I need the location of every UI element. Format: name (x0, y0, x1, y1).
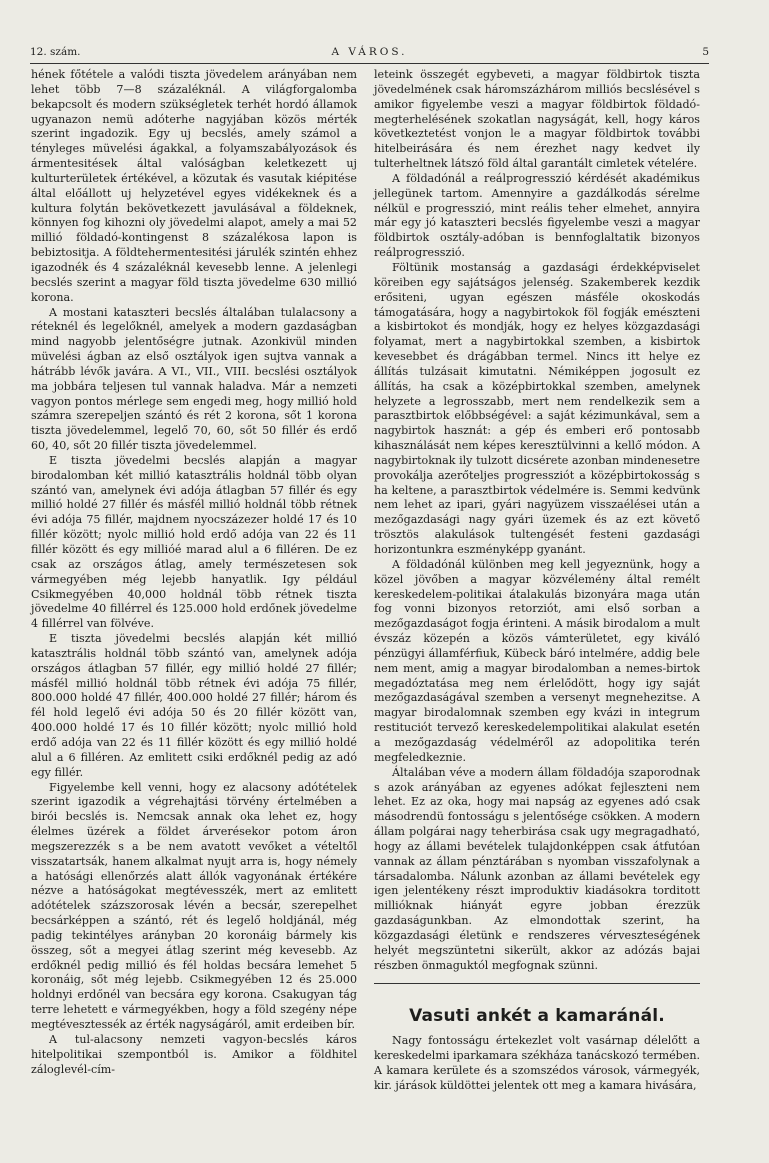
paragraph: hének főtétele a valódi tiszta jövedelem arányában nem lehet több 7—8 százaléknál. A világforgalomba bekapcsolt és modern szükségletek terhét hordó államok ugyanazon nemü adóterhe nagyjában közös mérték szerint ingadozik. Egy uj becslés, amely számol a tényleges müvelési ágakkal, a folyamszabályozások és ármentesitések által valóságban keletkezett uj kulturterületek értékével, a közutak és vasutak kiépitése által előállott uj helyzetével egyes vidékeknek és a kultura folytán bekövetkezett javulásával a földeknek, könnyen fog kihozni oly jövedelmi alapot, amely a mai 52 millió földadó-kontingenst 8 százalékosa lapon is bebiztositja. A földtehermentesitési járulék szintén ehhez igazodnék és 4 százaléknál kevesebb lenne. A jelenlegi becslés szerint a magyar föld tiszta jövedelme 630 millió korona. (31, 68, 357, 304)
section-divider (374, 983, 700, 984)
paragraph: A tul-alacsony nemzeti vagyon-becslés káros hitelpolitikai szempontból is. Amikor a földhitel záloglevél-cím- (31, 1032, 357, 1076)
header-rule (30, 63, 709, 64)
left-column (31, 68, 357, 1077)
paragraph: Föltünik mostanság a gazdasági érdekképviselet köreiben egy sajátságos jelenség. Szakemberek kezdik erősiteni, ugyan egészen másféle okoskodás támogatására, hogy a nagybirtokok föl fogják emészteni a kisbirtokot és mondják, hogy ez helyes közgazdasági folyamat, mert a nagybirtokkal szemben, a kisbirtok kevesebbet és drágábban termel. Nincs itt helye ez állítás tulzásait kimutatni. Némiképpen jogosult ez állítás, ha csak a középbirtokkal szemben, amelynek helyzete a legrosszabb, mert nem rendelkezik sem a parasztbirtok előbbségével: a saját kézimunkával, sem a nagybirtok hasznát: a gép és emberi erő pontosabb kihasználását nem képes keresztülvinni a kellő módon. A nagybirtoknak ily tulzott dicsérete azonban mindenesetre provokálja azerőteljes progressziót a középbirtokosság s ha keltene, a parasztbirtok védelmére is. Semmi kedvünk nem lehet az ipari, gyári nagyüzem visszaélései után a mezőgazdasági nagy gyári üzemek és az ezt követő trösztös alakulások tultengését festeni gazdasági horizontunkra eszményképp gyanánt. (374, 260, 700, 556)
right-column (374, 68, 700, 1094)
newspaper-title: A VÁROS. (331, 46, 408, 58)
paragraph: Nagy fontosságu értekezlet volt vasárnap délelőtt a kereskedelmi iparkamara székháza tanácskozó termében. A kamara kerülete és a szomszédos városok, vármegyék, kir. járások küldöttei jelentek ott meg a kamara hivására, (374, 1034, 700, 1092)
paragraph: A földadónál különben meg kell jegyeznünk, hogy a közel jövőben a magyar közvélemény által remélt kereskedelem-politikai átalakulás bizonyára maga után fog vonni bizonyos retorziót, ami első sorban a mezőgazdaságot fogja érinteni. A másik birodalom a mult évszáz közepén a közös vámterületet, egy kiváló pénzügyi államférfiuk, Kübeck báró intelmére, addig bele nem ment, amig a magyar birodalomban a nemes-birtok megadóztatása meg nem érlelődött, hogy igy saját mezőgazdaságával szemben a versenyt megnehezitse. A magyar birodalomnak szemben egy kvázi in integrum restituciót tervező kereskedelempolitikai alakulat esetén a mezőgazdaság védelméről az adopolitika terén megfeledkeznie. (374, 557, 700, 764)
paragraph: E tiszta jövedelmi becslés alapján a magyar birodalomban két millió katasztrális holdnál több olyan szántó van, amelynek évi adója átlagban 57 fillér és egy millió holdé 27 fillér és másfél millió holdnál több rétnek évi adója 75 fillér, majdnem nyocszázezer holdé 17 és 10 fillér között; nyolc millió hold erdő adója van 22 és 11 fillér között és egy millióé marad alul a 6 filléren. De ez csak az országos átlag, amely természetesen sok vármegyében még lejebb hanyatlik. Igy például Csikmegyében 40,000 holdnál több rétnek tiszta jövedelme 40 fillérrel és 125.000 hold erdőnek jövedelme 4 fillérrel van fölvéve. (31, 453, 357, 631)
page-header (30, 46, 709, 62)
paragraph: Figyelembe kell venni, hogy ez alacsony adótételek szerint igazodik a végrehajtási törvény értelmében a birói becslés is. Nemcsak annak oka lehet ez, hogy élelmes üzérek a földet árverésekor potom áron megszerezzék s a be nem avatott vevőket a vételtől visszatartsák, hanem alkalmat nyujt arra is, hogy némely a hatósági ellenőrzés alatt állók vagyonának értékére nézve a hatóságokat megtévesszék, mert az emlitett adótételek százszorosak lévén a becsár, szerepelhet becsárképpen a szántó, rét és legelő holdjánál, még padig tekintélyes arányban 20 koronáig bármely kis összeg, sőt a megyei átlag szerint még kevesebb. Az erdőknél pedig millió és fél holdas becsára lemehet 5 koronáig, sőt még lejebb. Csikmegyében 12 és 25.000 holdnyi erdőnél van becsára egy korona. Csakugyan tág terre lehetett e vármegyékben, hogy a föld szegény népe megtévesztessék az érték nagyságáról, amit erdeiben bír. (31, 780, 357, 1031)
paragraph: Általában véve a modern állam földadója szaporodnak s azok arányában az egyenes adókat fejleszteni nem lehet. Ez az oka, hogy mai napság az egyenes adó csak másodrendü fontosságu s jelentősége csökken. A modern állam polgárai nagy teherbirása csak ugy megragadható, hogy az állami bevételek tulajdonképpen csak átfutóan vannak az állam pénztárában s nyomban visszafolynak a társadalomba. Nálunk azonban az állami bevételek egy igen jelentékeny részt improduktiv kiadásokra torditott millióknak hiányát egyre jobban érezzük gazdaságunkban. Az elmondottak szerint, ha közgazdasági életünk e rendszeres vérveszteségének helyét megszüntetni sikerült, akkor az adózás bajai részben önmaguktól megfognak szünni. (374, 765, 700, 972)
paragraph: leteink összegét egybeveti, a magyar földbirtok tiszta jövedelmének csak háromszázhárom milliós becslésével s amikor figyelembe veszi a magyar földbirtok földadó-megterhelésének szokatlan nagyságát, kell, hogy káros következtetést vonjon le a magyar földbirtok további hitelbeirására és nem érezhet nagy kedvet ily tulterheltnek látszó föld által garantált cimletek vételére. (374, 68, 700, 171)
page-number: 5 (702, 46, 709, 58)
article-title: Vasuti ankét a kamaránál. (409, 1006, 665, 1027)
paragraph: A mostani kataszteri becslés általában tulalacsony a réteknél és legelőknél, amelyek a modern gazdaságban mind nagyobb jelentőségre jutnak. Azonkivül minden müvelési ágban az első osztályok igen sujtva vannak a hátrább lévők javára. A VI., VII., VIII. becslési osztályok ma jobbára teljesen tul vannak haladva. Már a nemzeti vagyon pontos mérlege sem engedi meg, hogy millió hold számra szerepeljen szántó és rét 2 korona, sőt 1 korona tiszta jövedelemmel, legelő 70, 60, sőt 50 fillér és erdő 60, 40, sőt 20 fillér tiszta jövedelemmel. (31, 305, 357, 453)
issue-number: 12. szám. (30, 46, 81, 58)
paragraph: E tiszta jövedelmi becslés alapján két millió katasztrális holdnál több szántó van, amelynek adója országos átlagban 57 fillér, egy millió holdé 27 fillér; másfél millió holdnál több rétnek évi adója 75 fillér, 800.000 holdé 47 fillér, 400.000 holdé 27 fillér; három és fél hold legelő évi adója 50 és 20 fillér között van, 400.000 holdé 17 és 10 fillér között; nyolc millió hold erdő adója van 22 és 11 fillér között és egy millió holdé alul a 6 filléren. Az emlitett csiki erdőknél pedig az adó egy fillér. (31, 632, 357, 779)
paragraph: A földadónál a reálprogresszió kérdését akadémikus jellegünek tartom. Amennyire a gazdálkodás sérelme nélkül e progresszió, mint reális teher elmehet, annyira már egy jó kataszteri becslés figyelembe veszi a magyar földbirtok osztály-adóban is bennfoglaltatik bizonyos reálprogresszió. (374, 171, 700, 260)
